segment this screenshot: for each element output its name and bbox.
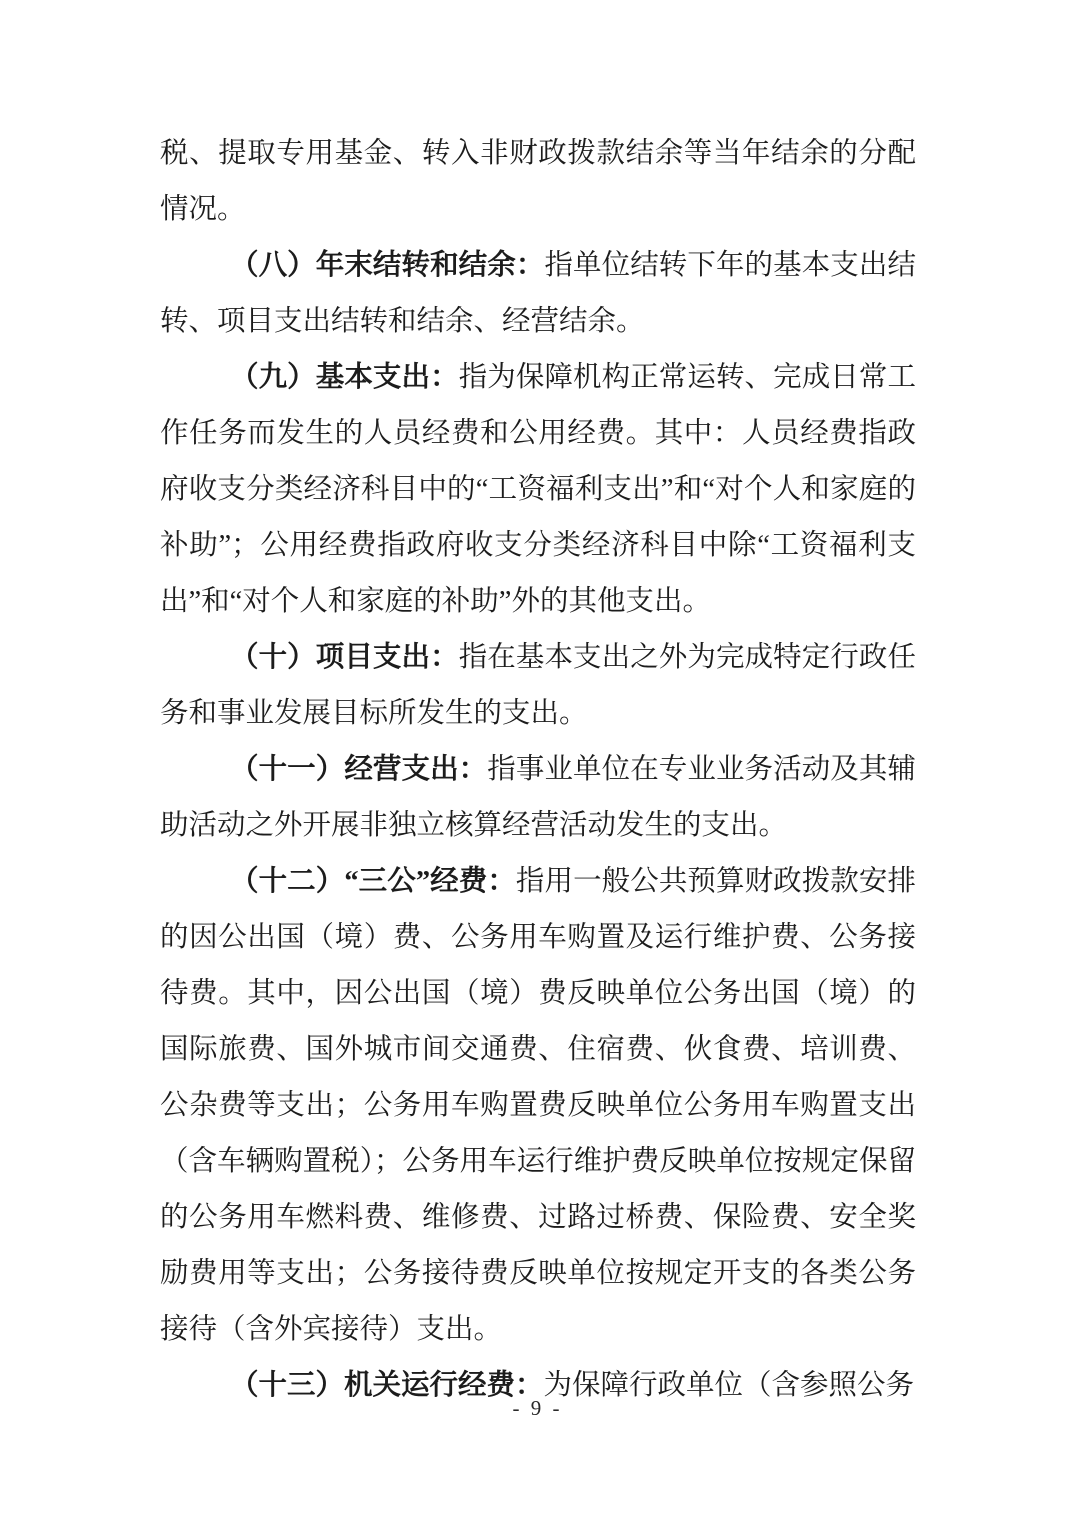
paragraph-text: 为保障行政单位（含参照公务 [543, 1370, 915, 1401]
paragraph [160, 630, 916, 742]
paragraph-lead: （十一）经营支出： [230, 754, 488, 785]
paragraph-text: 指为保障机构正常运转、完成日常工作任务而发生的人员经费和公用经费。其中：人员经费指政府收支分类经济科目中的“工资福利支出”和“对个人和家庭的补助”；公用经费指政府收支分类经济科目中除“工资福利支出”和“对个人和家庭的补助”外的其他支出。 [160, 362, 916, 617]
paragraph [160, 854, 916, 1358]
paragraph-lead: （八）年末结转和结余： [230, 250, 545, 281]
paragraph [160, 126, 916, 238]
paragraph-lead: （十三）机关运行经费： [230, 1370, 544, 1401]
paragraph [160, 742, 916, 854]
paragraph-text: 税、提取专用基金、转入非财政拨款结余等当年结余的分配情况。 [160, 138, 916, 225]
paragraph [160, 238, 916, 350]
paragraph-text: 指事业单位在专业业务活动及其辅助活动之外开展非独立核算经营活动发生的支出。 [160, 754, 916, 841]
paragraph-text: 指单位结转下年的基本支出结转、项目支出结转和结余、经营结余。 [160, 250, 916, 337]
page-number: - 9 - [512, 1396, 563, 1420]
paragraph [160, 350, 916, 630]
document-body [160, 126, 916, 1414]
paragraph-lead: （九）基本支出： [230, 362, 459, 393]
paragraph-lead: （十二）“三公”经费： [230, 866, 516, 897]
paragraph-text: 指用一般公共预算财政拨款安排的因公出国（境）费、公务用车购置及运行维护费、公务接待费。其中，因公出国（境）费反映单位公务出国（境）的国际旅费、国外城市间交通费、住宿费、伙食费、培训费、公杂费等支出；公务用车购置费反映单位公务用车购置支出（含车辆购置税）；公务用车运行维护费反映单位按规定保留的公务用车燃料费、维修费、过路过桥费、保险费、安全奖励费用等支出；公务接待费反映单位按规定开支的各类公务接待（含外宾接待）支出。 [160, 866, 916, 1345]
paragraph-lead: （十）项目支出： [230, 642, 459, 673]
paragraph-text: 指在基本支出之外为完成特定行政任务和事业发展目标所发生的支出。 [160, 642, 916, 729]
